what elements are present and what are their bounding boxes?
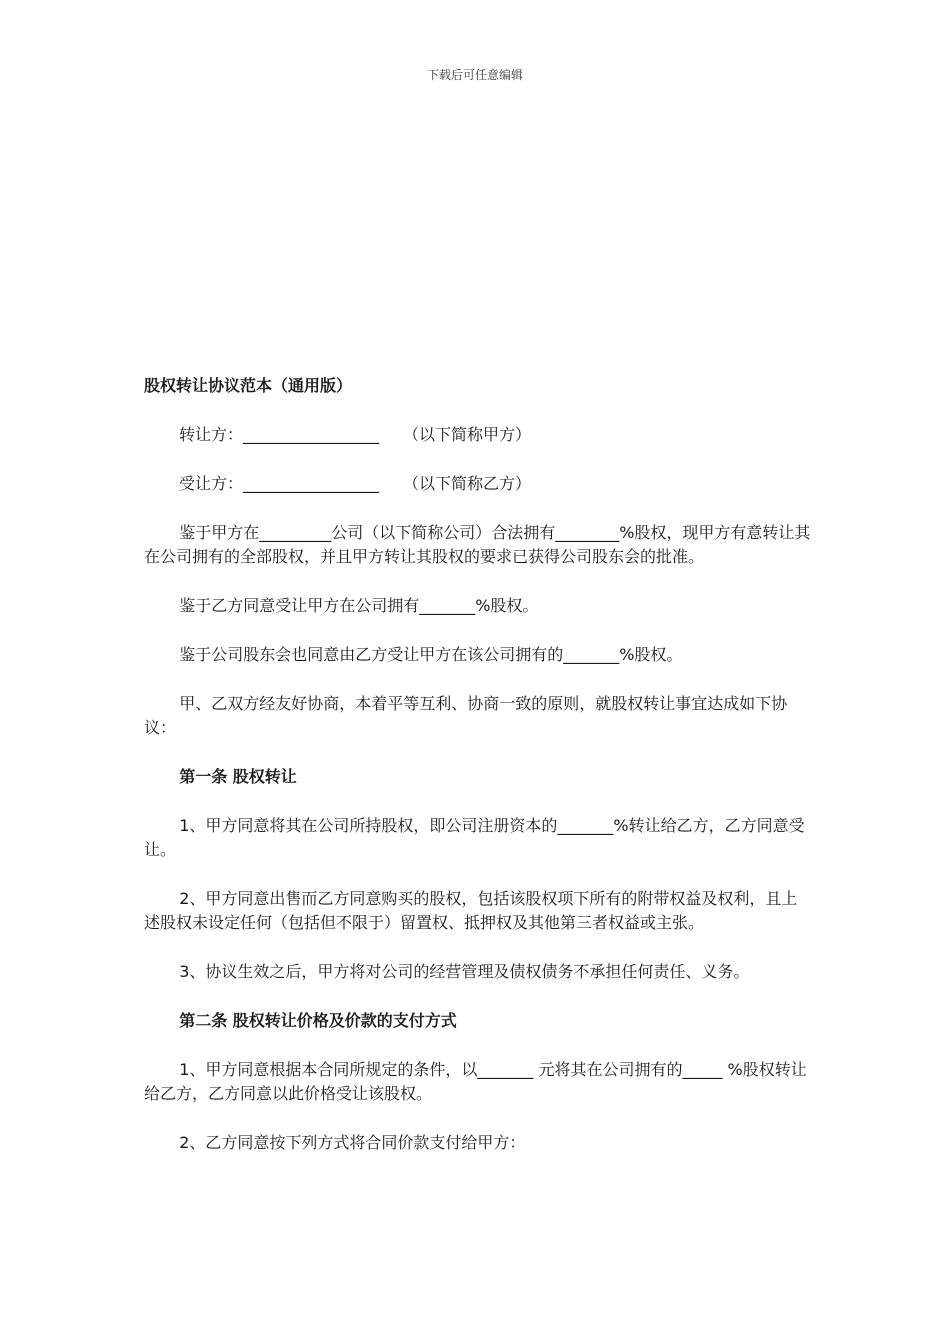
article-1-clause: 3、协议生效之后，甲方将对公司的经营管理及债权债务不承担任何责任、义务。 — [179, 962, 750, 981]
article-1-clause: 2、甲方同意出售而乙方同意购买的股权，包括该股权项下所有的附带权益及权利，且上述股权未设定任何（包括但不限于）留置权、抵押权及其他第三者权益或主张。 — [144, 889, 798, 932]
article-2-clause: 1、甲方同意根据本合同所规定的条件，以_______ 元将其在公司拥有的_____ %股权转让给乙方，乙方同意以此价格受让该股权。 — [144, 1060, 807, 1103]
article-1-clause: 1、甲方同意将其在公司所持股权，即公司注册资本的_______%转让给乙方，乙方同意受让。 — [144, 816, 805, 859]
recital-paragraph: 鉴于乙方同意受让甲方在公司拥有_______%股权。 — [179, 596, 539, 615]
recital-paragraph: 鉴于甲方在_________公司（以下简称公司）合法拥有________%股权，现甲方有意转让其在公司拥有的全部股权，并且甲方转让其股权的要求已获得公司股东会的批准。 — [144, 523, 811, 566]
transferor-line: 转让方：_________________ （以下简称甲方） — [179, 425, 532, 444]
transferee-line: 受让方：_________________ （以下简称乙方） — [179, 474, 532, 493]
recital-paragraph: 甲、乙双方经友好协商，本着平等互利、协商一致的原则，就股权转让事宜达成如下协议： — [144, 694, 788, 737]
article-2-clause: 2、乙方同意按下列方式将合同价款支付给甲方： — [179, 1133, 526, 1152]
document-title: 股权转让协议范本（通用版） — [144, 376, 353, 395]
recital-paragraph: 鉴于公司股东会也同意由乙方受让甲方在该公司拥有的_______%股权。 — [179, 645, 683, 664]
document-body — [144, 374, 812, 1180]
article-1-heading: 第一条 股权转让 — [179, 767, 297, 786]
article-2-heading: 第二条 股权转让价格及价款的支付方式 — [179, 1011, 457, 1030]
page-header-note: 下载后可任意编辑 — [426, 68, 523, 82]
